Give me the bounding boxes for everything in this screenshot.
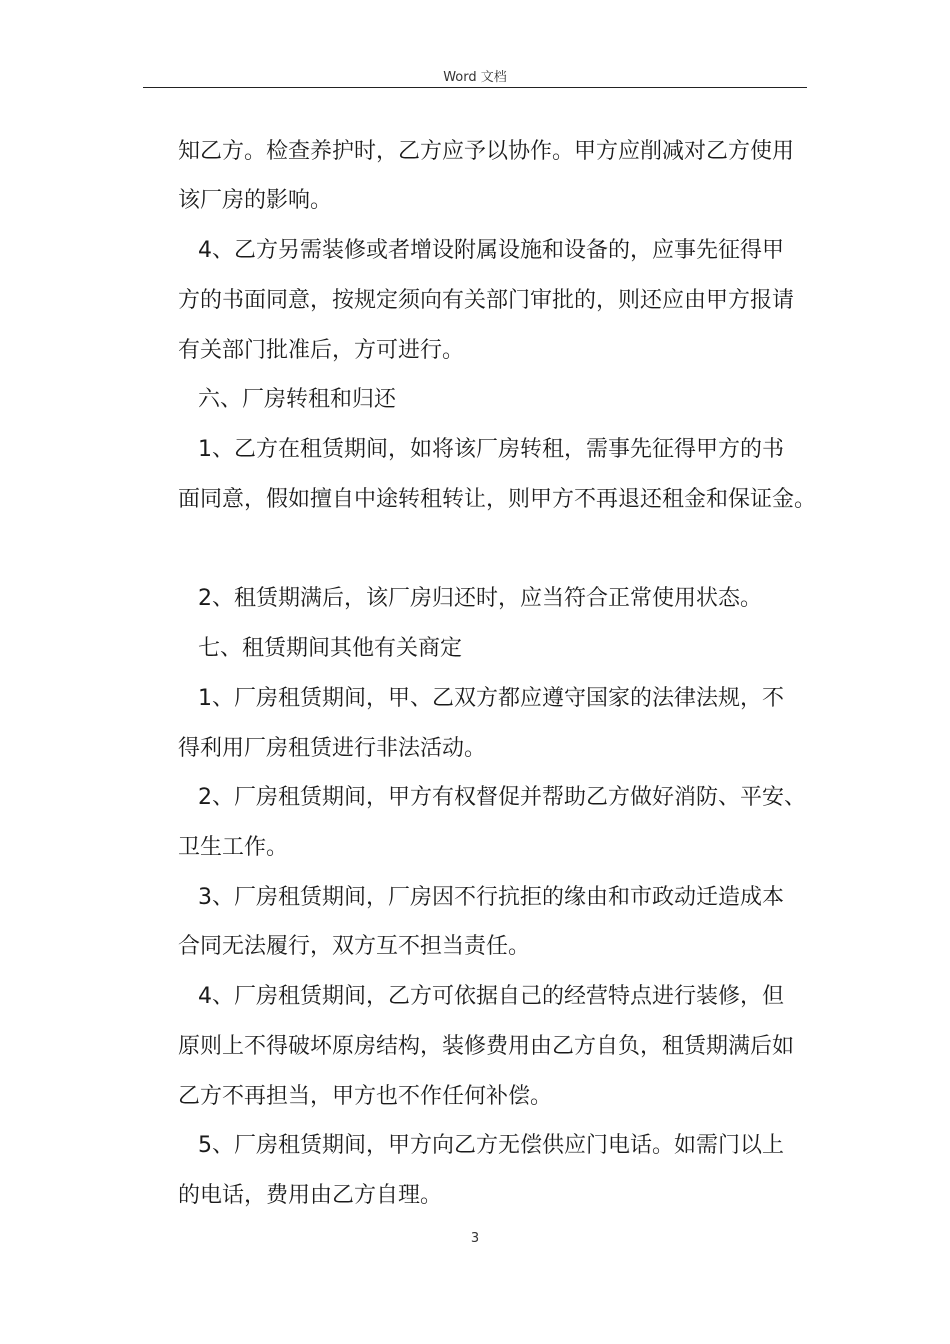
- body-line: 5、厂房租赁期间，甲方向乙方无偿供应门电话。如需门以上: [198, 1133, 784, 1158]
- body-line: 有关部门批准后，方可进行。: [178, 338, 465, 363]
- body-line: 1、厂房租赁期间，甲、乙双方都应遵守国家的法律法规，不: [198, 686, 784, 711]
- body-line: 知乙方。检查养护时，乙方应予以协作。甲方应削减对乙方使用: [178, 139, 795, 164]
- section-heading: 六、厂房转租和归还: [198, 387, 397, 412]
- page-header-title: Word 文档: [443, 70, 507, 85]
- body-line: 2、厂房租赁期间，甲方有权督促并帮助乙方做好消防、平安、: [198, 785, 806, 810]
- body-line: 合同无法履行，双方互不担当责任。: [178, 934, 531, 959]
- body-line: 方的书面同意，按规定须向有关部门审批的，则还应由甲方报请: [178, 288, 795, 313]
- body-line: 乙方不再担当，甲方也不作任何补偿。: [178, 1084, 553, 1109]
- header-divider: [143, 87, 807, 88]
- body-line: 2、租赁期满后，该厂房归还时，应当符合正常使用状态。: [198, 586, 762, 611]
- body-line: 该厂房的影响。: [178, 188, 333, 213]
- body-line: 面同意，假如擅自中途转租转让，则甲方不再退还租金和保证金。: [178, 487, 817, 512]
- body-line: 的电话，费用由乙方自理。: [178, 1183, 443, 1208]
- body-line: 卫生工作。: [178, 835, 289, 860]
- body-line: 4、厂房租赁期间，乙方可依据自己的经营特点进行装修，但: [198, 984, 784, 1009]
- body-line: 3、厂房租赁期间，厂房因不行抗拒的缘由和市政动迁造成本: [198, 885, 784, 910]
- section-heading: 七、租赁期间其他有关商定: [198, 636, 463, 661]
- body-line: 原则上不得破坏原房结构，装修费用由乙方自负，租赁期满后如: [178, 1034, 795, 1059]
- body-line: 1、乙方在租赁期间，如将该厂房转租，需事先征得甲方的书: [198, 437, 784, 462]
- body-line: 得利用厂房租赁进行非法活动。: [178, 736, 487, 761]
- page-number: 3: [470, 1231, 480, 1246]
- body-line: 4、乙方另需装修或者增设附属设施和设备的，应事先征得甲: [198, 238, 784, 263]
